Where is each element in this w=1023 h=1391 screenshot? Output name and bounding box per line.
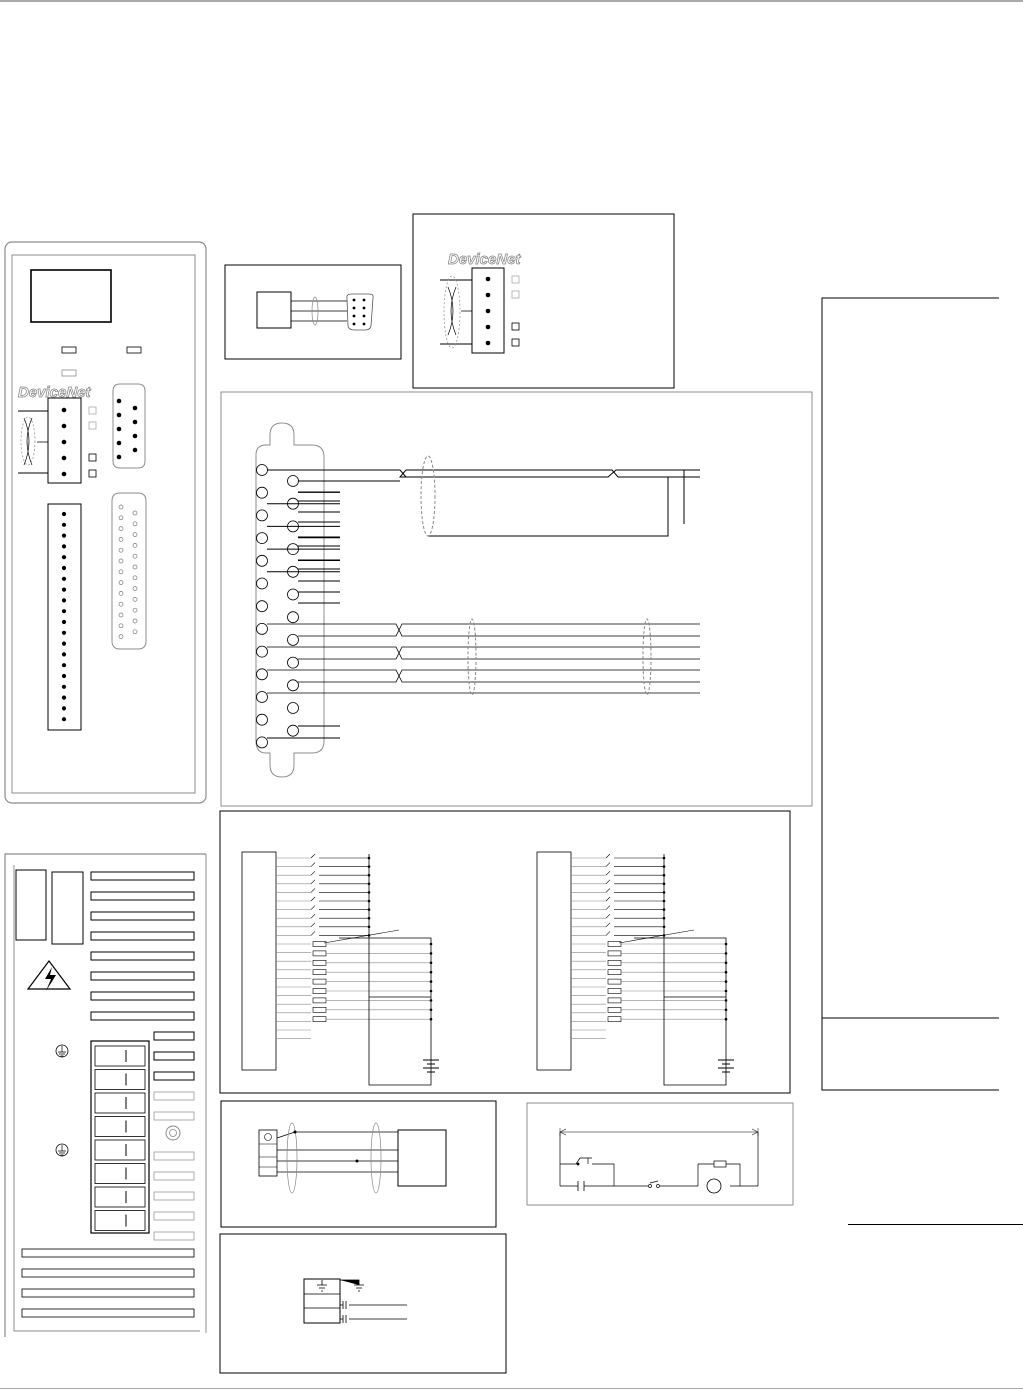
power-terminal-view <box>4 853 209 1338</box>
drive-front-view <box>4 241 208 805</box>
motor-icon <box>707 1179 721 1193</box>
db25-pinout-wiring-panel <box>220 391 813 807</box>
motor-feedback-wiring-panel <box>220 1100 497 1228</box>
devicenet-logo-2: DeviceNet <box>448 251 521 268</box>
status-led-2 <box>127 347 141 353</box>
io-wiring-panel <box>219 810 791 1094</box>
status-led-1 <box>62 347 76 353</box>
devicenet-wiring-panel <box>412 213 675 389</box>
footnote-rule <box>848 1224 1023 1225</box>
io-wiring-sourcing <box>537 852 734 1085</box>
safety-circuit-panel <box>526 1102 794 1206</box>
high-voltage-warning-icon <box>28 961 70 991</box>
display-window <box>31 270 111 322</box>
devicenet-logo: DeviceNet <box>18 384 91 401</box>
status-led-3 <box>62 370 76 376</box>
rs232-cable-panel <box>224 264 402 360</box>
chassis-ground-icon <box>56 1144 68 1156</box>
page-top-rule <box>0 0 1023 2</box>
protective-earth-icon <box>56 1045 68 1057</box>
drive-front-drawing <box>4 241 208 805</box>
db25-connector <box>112 493 146 649</box>
page-bottom-rule <box>0 1388 1023 1389</box>
mains-connection-panel <box>219 1233 507 1374</box>
io-wiring-sinking <box>242 852 439 1085</box>
right-column-table <box>820 297 1000 1091</box>
